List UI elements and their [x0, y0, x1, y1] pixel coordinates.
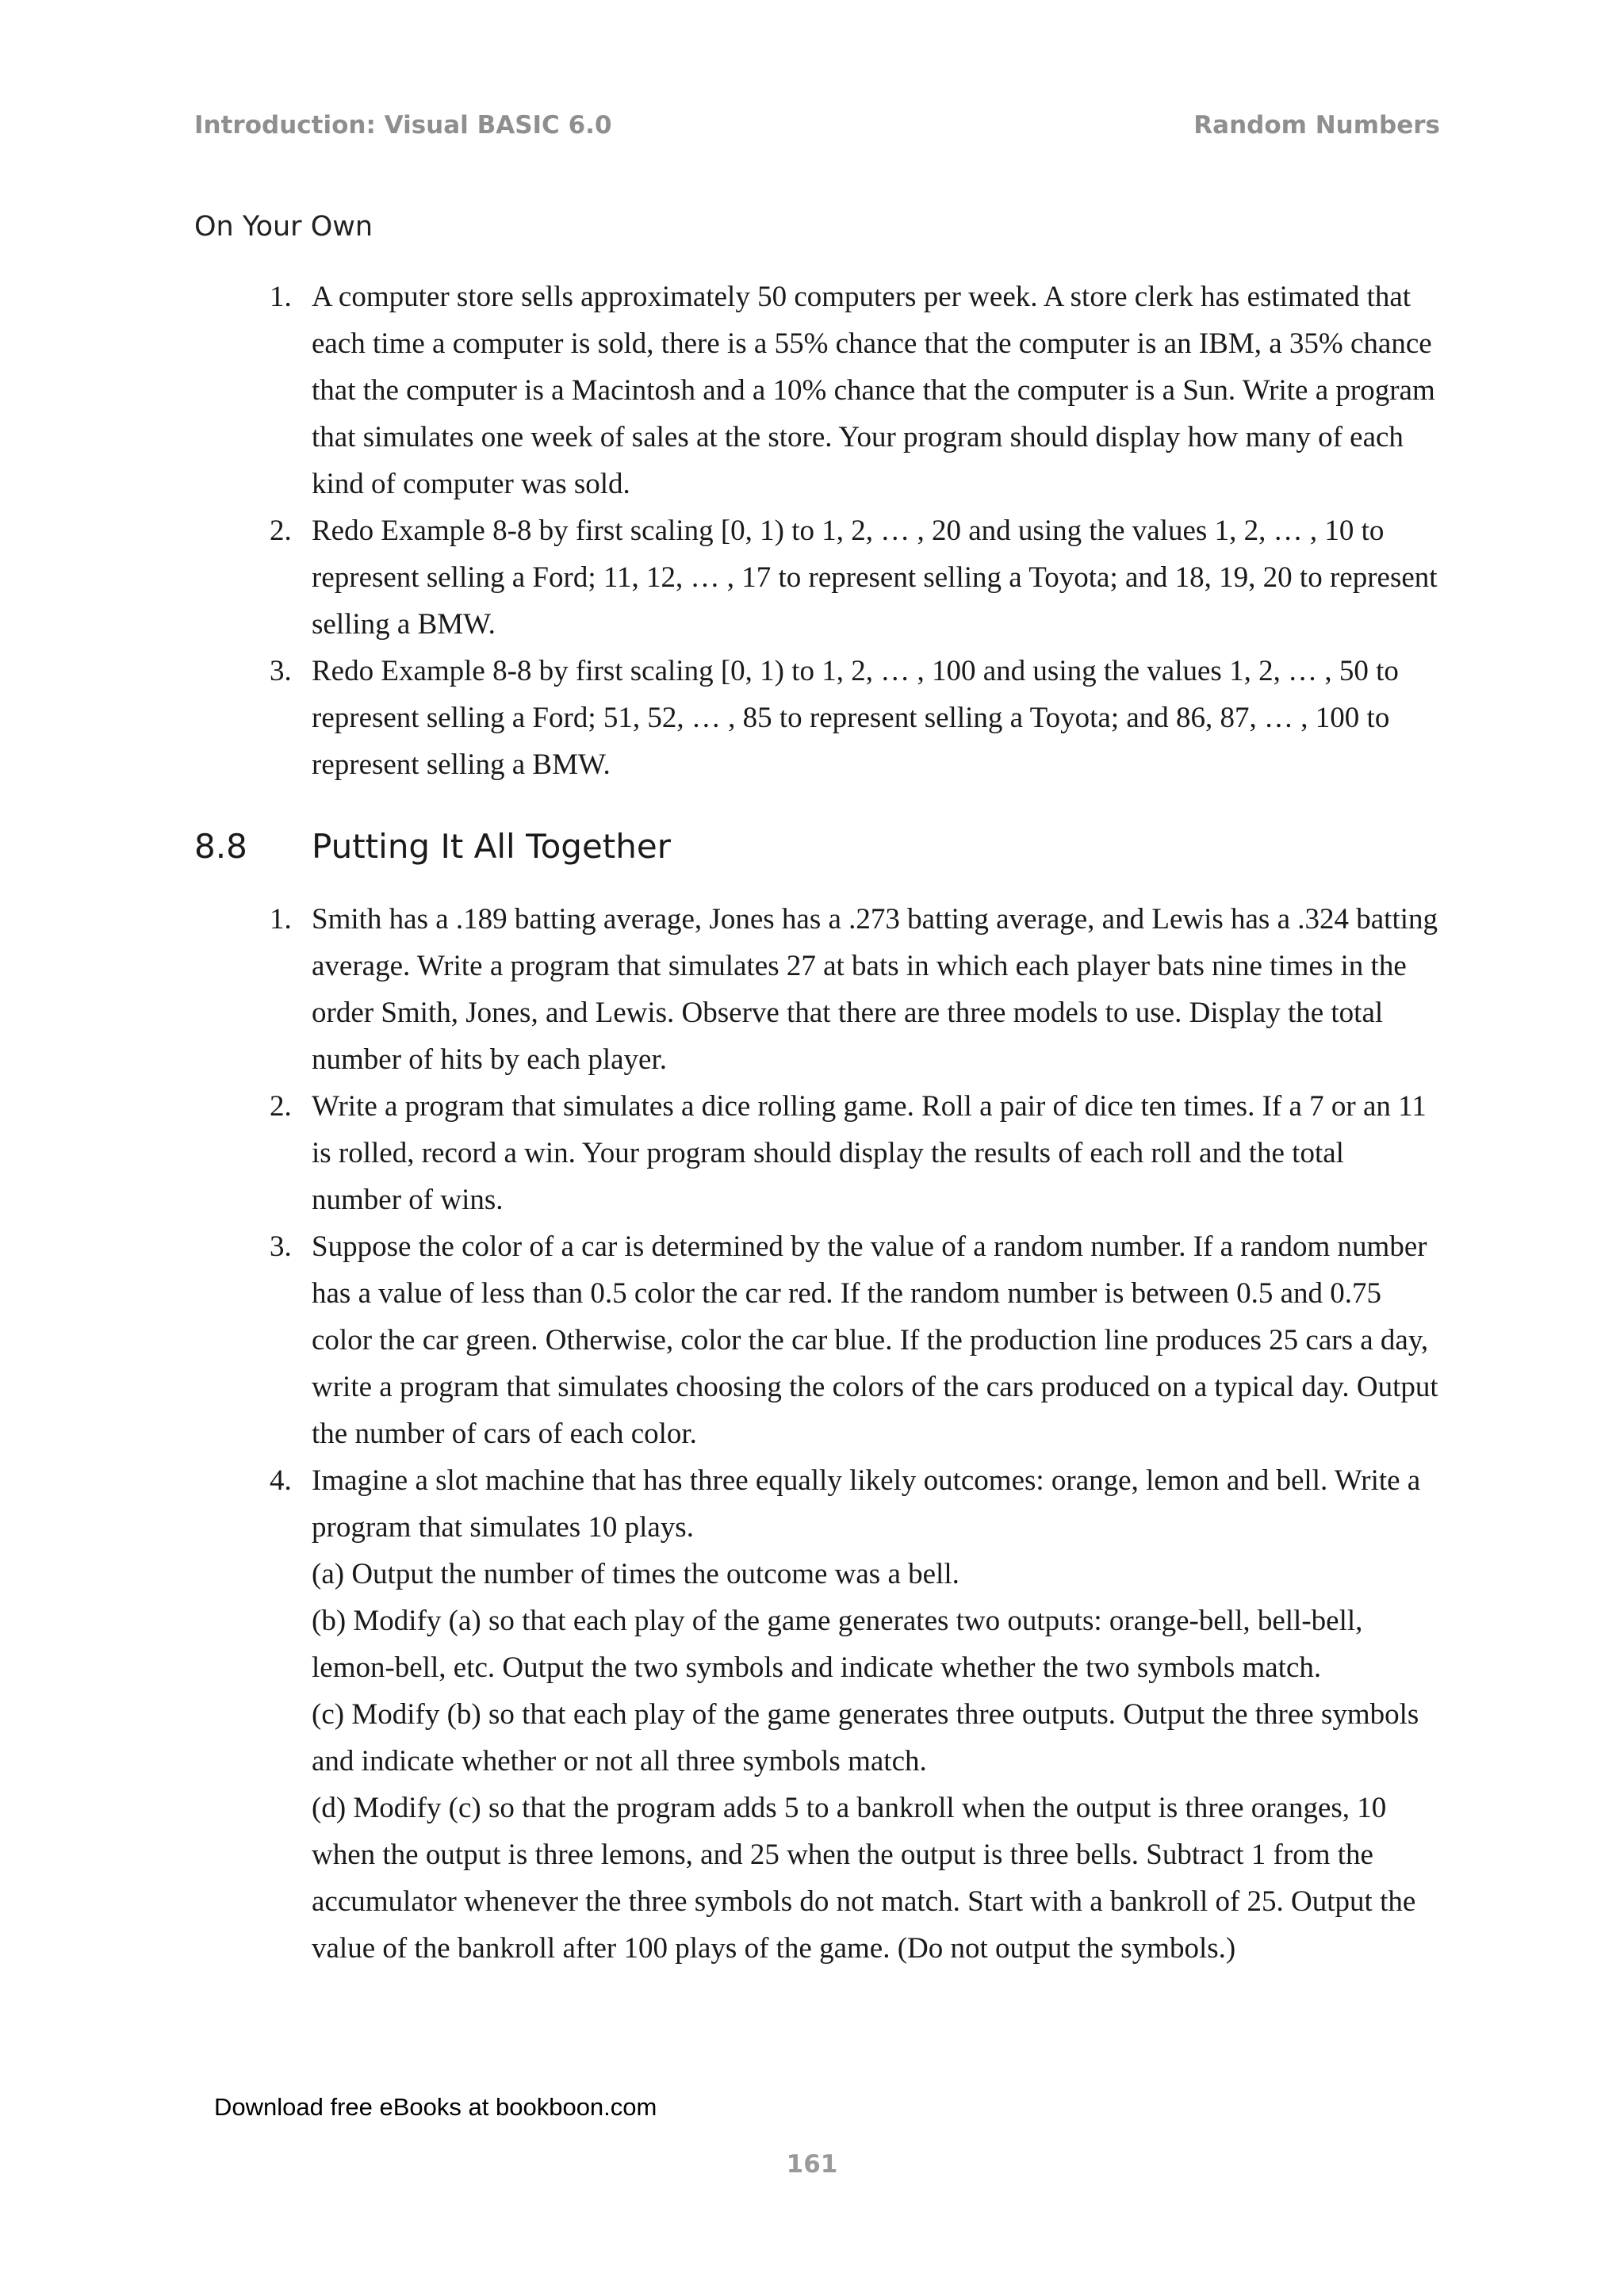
exercise-text: Redo Example 8-8 by first scaling [0, 1) to 1, 2, … , 20 and using the values 1, 2, … , 10 to represent selling a Ford; 11, 12, … , 17 to represent selling a Toyota; and 18, 19, 20 to represent selling a BMW. [312, 515, 1438, 641]
exercise-item [0, 507, 1624, 648]
exercise-number: 4. [270, 1464, 292, 1497]
exercise-item [0, 648, 1624, 788]
section-title: Putting It All Together [312, 827, 671, 866]
exercise-item [0, 896, 1624, 1083]
exercise-item [0, 274, 1624, 507]
running-head-book-title: Introduction: Visual BASIC 6.0 [194, 111, 612, 140]
exercise-text: Redo Example 8-8 by first scaling [0, 1) to 1, 2, … , 100 and using the values 1, 2, … , 50 to represent selling a Ford; 51, 52, … , 85 to represent selling a Toyota; and 86, 87, … , 100 to represent selling a BMW. [312, 655, 1399, 781]
exercise-text: Write a program that simulates a dice rolling game. Roll a pair of dice ten times. If a 7 or an 11 is rolled, record a win. Your program should display the results of each roll and the total number of wins. [312, 1090, 1427, 1216]
exercise-item [0, 1223, 1624, 1457]
exercise-text: Smith has a .189 batting average, Jones has a .273 batting average, and Lewis has a .324 batting average. Write a program that simulates 27 at bats in which each player bats nine times in the order Smith, Jones, and Lewis. Observe that there are three models to use. Display the total number of hits by each player. [312, 903, 1438, 1076]
running-head-chapter-title: Random Numbers [1193, 111, 1440, 140]
section-number: 8.8 [194, 827, 247, 866]
exercise-number: 1. [270, 281, 292, 313]
exercise-part-a: (a) Output the number of times the outcome was a bell. [312, 1558, 959, 1590]
on-your-own-exercise-list [0, 274, 1624, 788]
exercise-intro-text: Imagine a slot machine that has three equally likely outcomes: orange, lemon and bell. Write a program that simulates 10 plays. [312, 1464, 1421, 1544]
exercise-number: 3. [270, 1230, 292, 1263]
exercise-number: 3. [270, 655, 292, 687]
exercise-text: Suppose the color of a car is determined by the value of a random number. If a random number has a value of less than 0.5 color the car red. If the random number is between 0.5 and 0.75 color the car green. Otherwise, color the car blue. If the production line produces 25 cars a day, write a program that simulates choosing the colors of the cars produced on a typical day. Output the number of cars of each color. [312, 1230, 1438, 1450]
exercise-part-d: (d) Modify (c) so that the program adds 5 to a bankroll when the output is three oranges, 10 when the output is three lemons, and 25 when the output is three bells. Subtract 1 from the accumulator whenever the three symbols do not match. Start with a bankroll of 25. Output the value of the bankroll after 100 plays of the game. (Do not output the symbols.) [312, 1792, 1416, 1965]
on-your-own-heading: On Your Own [194, 211, 373, 243]
exercise-item [0, 1083, 1624, 1223]
download-ebooks-link[interactable]: Download free eBooks at bookboon.com [214, 2093, 657, 2121]
exercise-item [0, 1457, 1624, 1972]
putting-it-together-exercise-list [0, 896, 1624, 1972]
exercise-text: A computer store sells approximately 50 computers per week. A store clerk has estimated that each time a computer is sold, there is a 55% chance that the computer is an IBM, a 35% chance that the computer is a Macintosh and a 10% chance that the computer is a Sun. Write a program that simulates one week of sales at the store. Your program should display how many of each kind of computer was sold. [312, 281, 1435, 500]
exercise-number: 1. [270, 903, 292, 936]
exercise-number: 2. [270, 1090, 292, 1123]
exercise-number: 2. [270, 515, 292, 547]
exercise-part-b: (b) Modify (a) so that each play of the game generates two outputs: orange-bell, bell-bell, lemon-bell, etc. Output the two symbols and indicate whether the two symbols match. [312, 1605, 1363, 1684]
page-number: 161 [786, 2150, 838, 2179]
exercise-part-c: (c) Modify (b) so that each play of the game generates three outputs. Output the three symbols and indicate whether or not all three symbols match. [312, 1698, 1419, 1777]
